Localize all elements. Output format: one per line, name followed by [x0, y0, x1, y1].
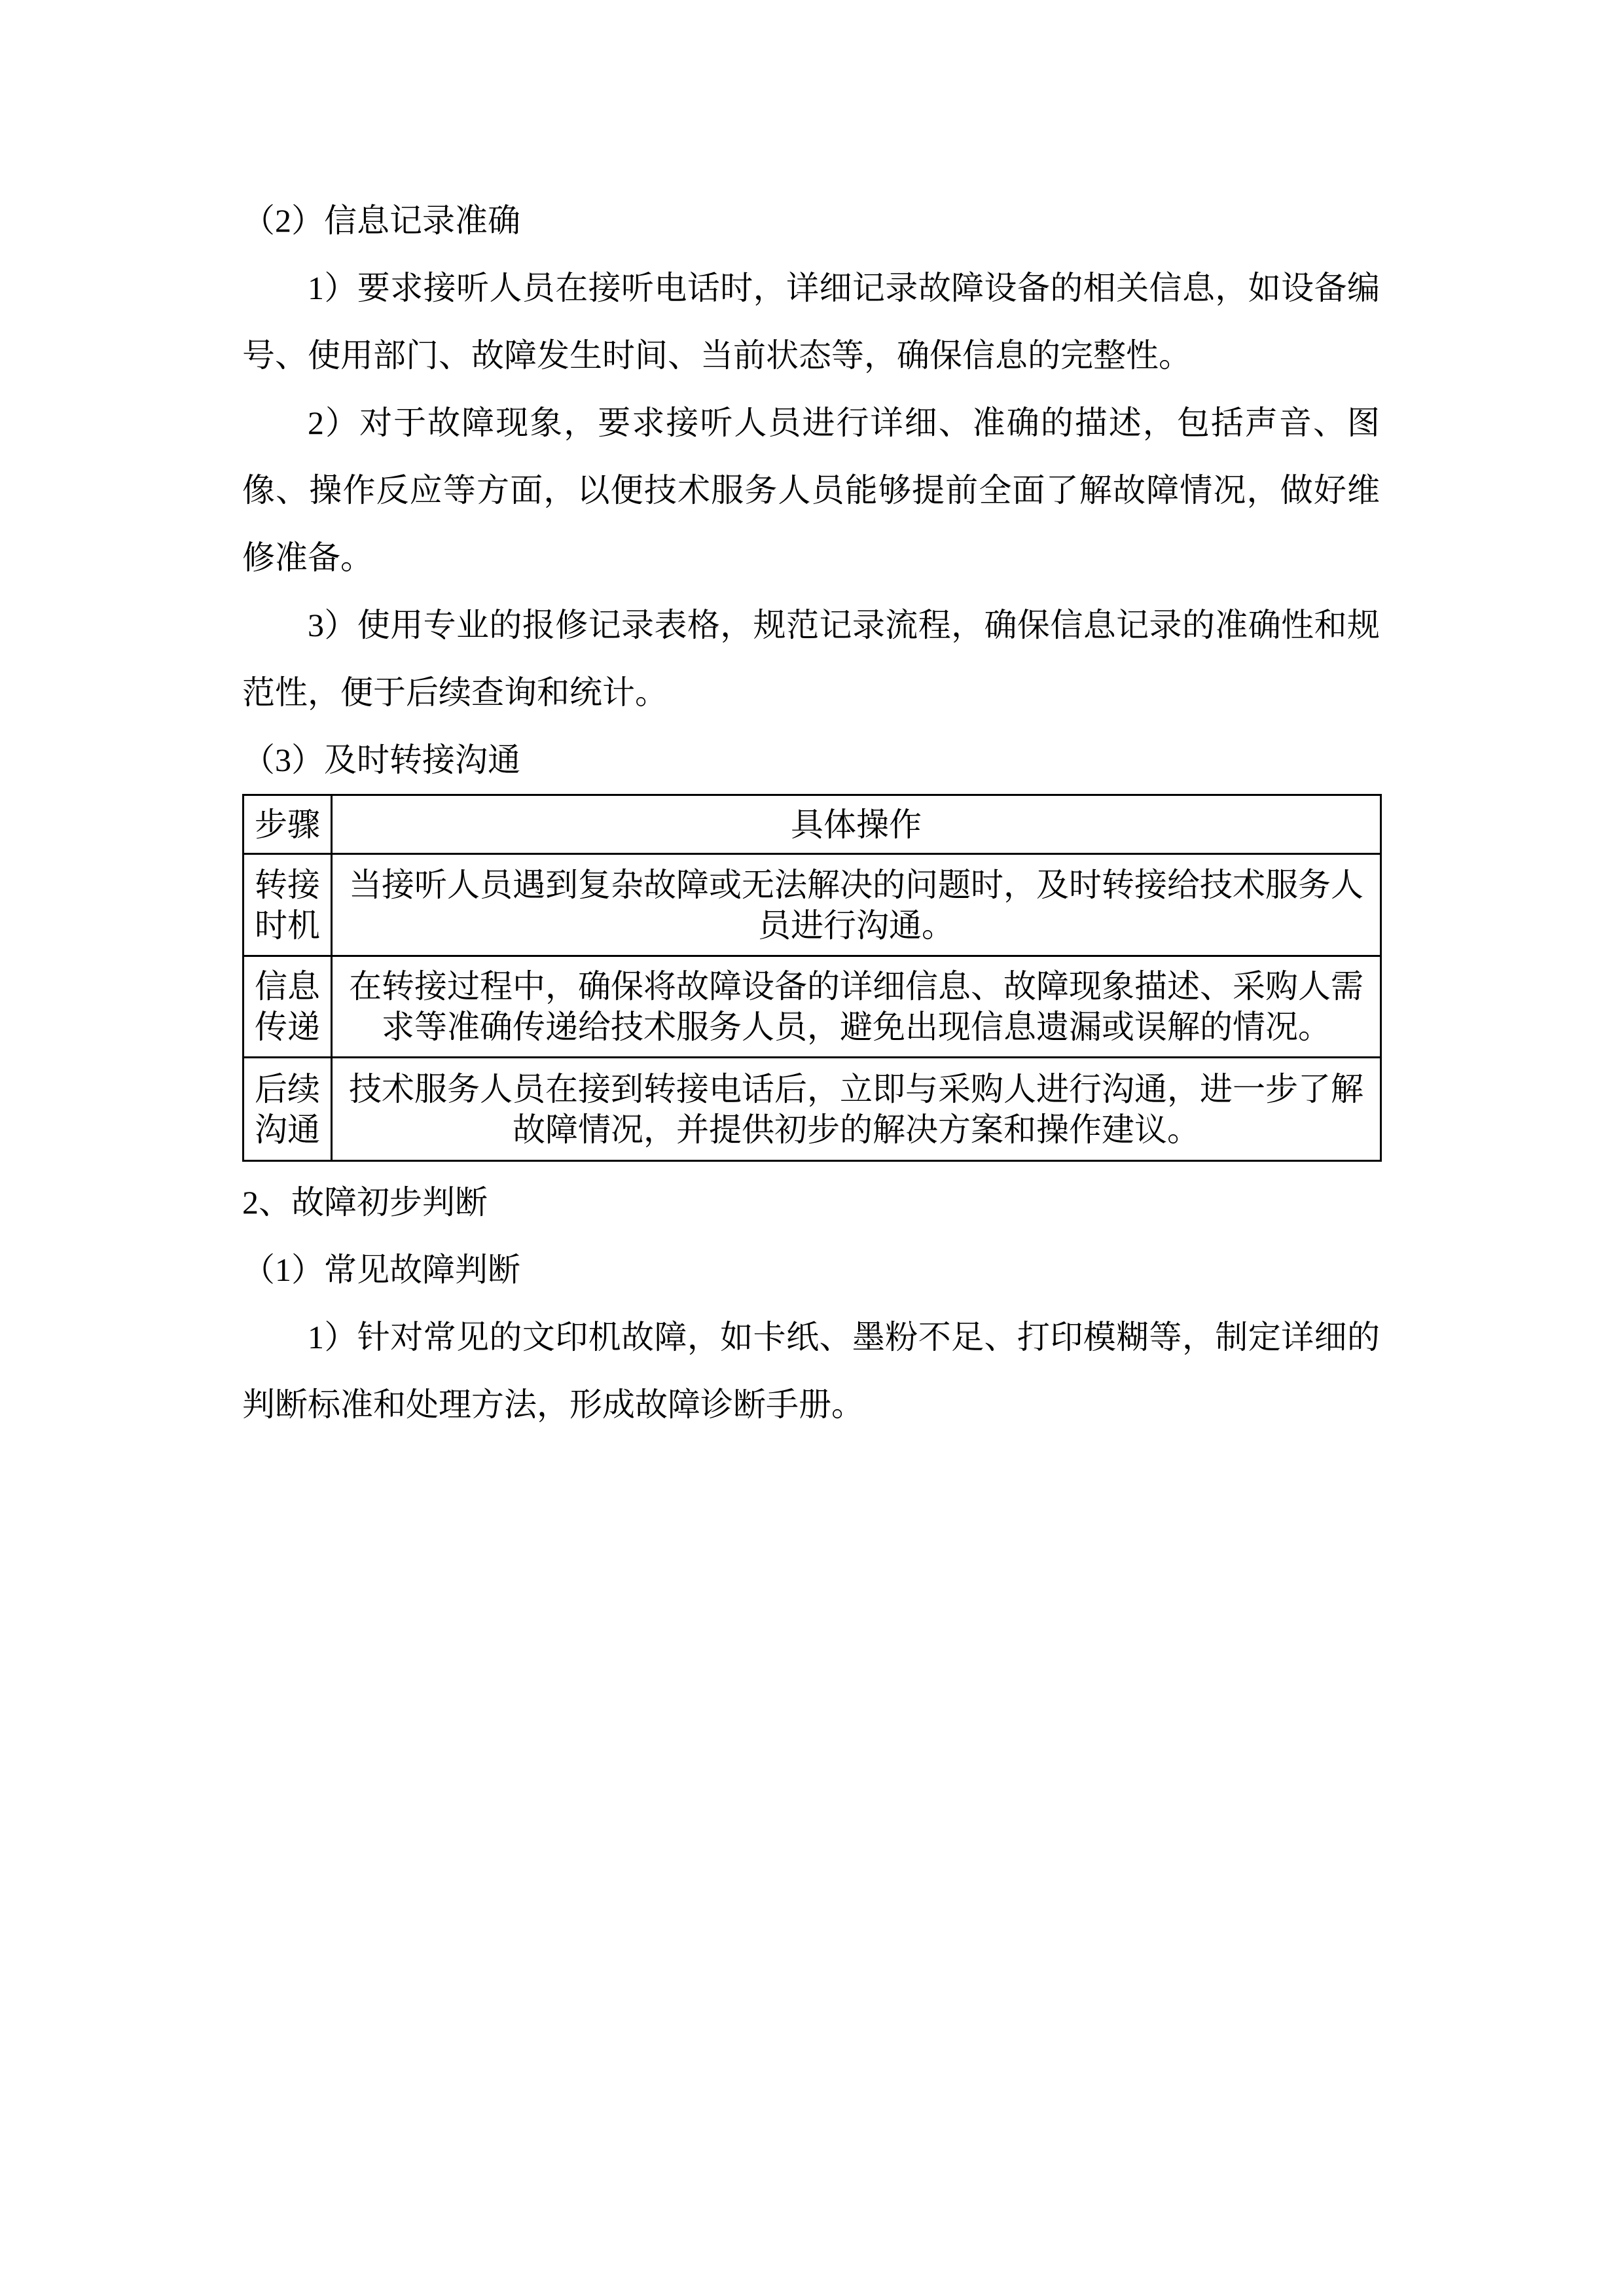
table-header-step: 步骤: [244, 795, 332, 854]
heading-transfer: （3）及时转接沟通: [242, 742, 520, 778]
table-cell-operation: 技术服务人员在接到转接电话后，立即与采购人进行沟通，进一步了解故障情况，并提供初步的解决方案和操作建议。: [332, 1058, 1381, 1161]
paragraph-judgment-1: 1）针对常见的文印机故障，如卡纸、墨粉不足、打印模糊等，制定详细的判断标准和处理方法，形成故障诊断手册。: [242, 1319, 1380, 1423]
heading-fault-judgment: 2、故障初步判断: [242, 1184, 488, 1221]
table-row: [244, 956, 1381, 1058]
table-row: [244, 1058, 1381, 1161]
table-cell-step: 信息传递: [244, 956, 332, 1058]
paragraph-record-1: 1）要求接听人员在接听电话时，详细记录故障设备的相关信息，如设备编号、使用部门、故障发生时间、当前状态等，确保信息的完整性。: [242, 270, 1380, 374]
heading-common-fault: （1）常见故障判断: [242, 1251, 520, 1288]
table-cell-operation: 当接听人员遇到复杂故障或无法解决的问题时，及时转接给技术服务人员进行沟通。: [332, 854, 1381, 956]
table-row: [244, 854, 1381, 956]
heading-info-record: （2）信息记录准确: [242, 202, 520, 239]
table-cell-step: 转接时机: [244, 854, 332, 956]
table-cell-operation: 在转接过程中，确保将故障设备的详细信息、故障现象描述、采购人需求等准确传递给技术服务人员，避免出现信息遗漏或误解的情况。: [332, 956, 1381, 1058]
paragraph-record-2: 2）对于故障现象，要求接听人员进行详细、准确的描述，包括声音、图像、操作反应等方面，以便技术服务人员能够提前全面了解故障情况，做好维修准备。: [242, 404, 1380, 576]
transfer-steps-table: [242, 794, 1382, 1162]
table-header-operation: 具体操作: [332, 795, 1381, 854]
table-header-row: [244, 795, 1381, 854]
table-cell-step: 后续沟通: [244, 1058, 332, 1161]
paragraph-record-3: 3）使用专业的报修记录表格，规范记录流程，确保信息记录的准确性和规范性，便于后续查询和统计。: [242, 607, 1380, 711]
page-content: [242, 187, 1380, 1439]
